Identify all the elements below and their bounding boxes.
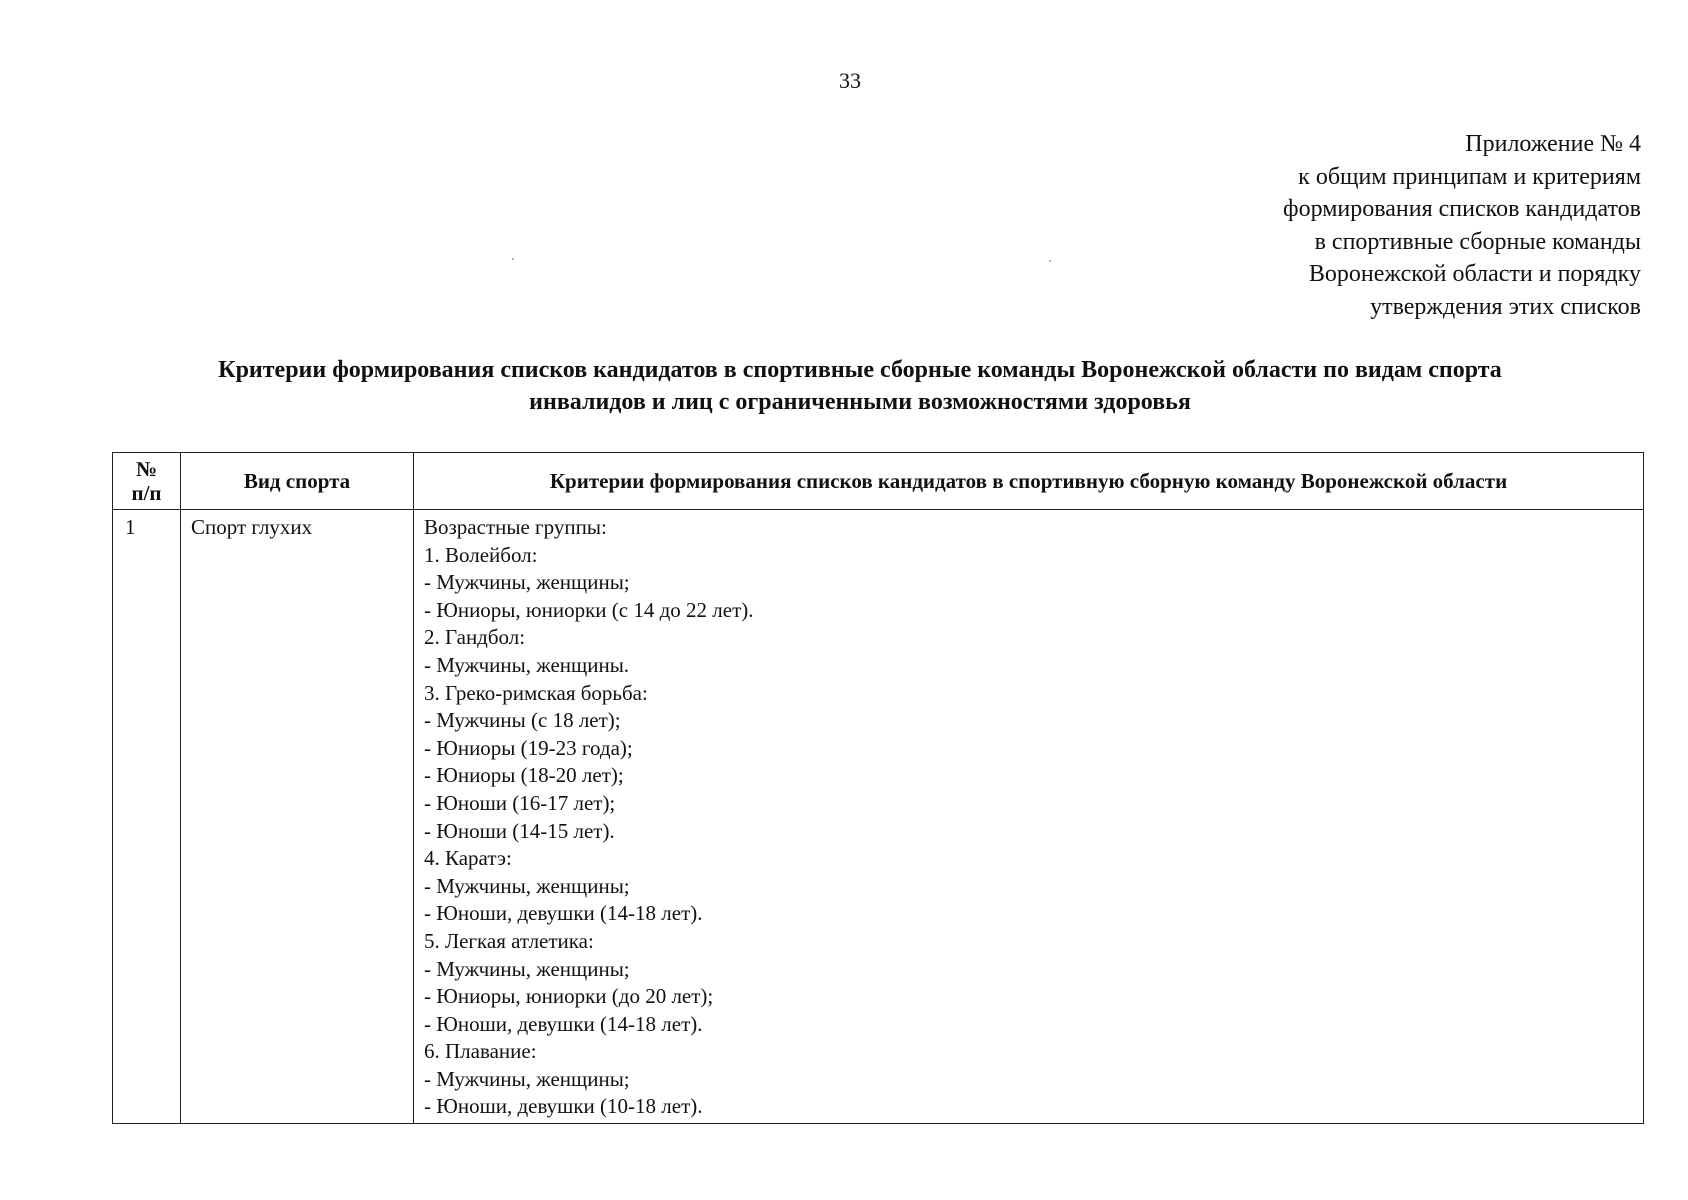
- document-title-line: инвалидов и лиц с ограниченными возможностями здоровья: [529, 389, 1191, 415]
- criteria-line: - Юниоры (19-23 года);: [424, 735, 633, 760]
- criteria-line: 2. Гандбол:: [424, 625, 526, 650]
- row-number: 1: [113, 510, 181, 1124]
- appendix-line: утверждения этих списков: [1370, 293, 1641, 320]
- header-number: № п/п: [113, 453, 181, 510]
- criteria-line: - Юноши (16-17 лет);: [424, 790, 616, 815]
- criteria-line: - Юноши (14-15 лет).: [424, 818, 615, 843]
- scan-speck: [512, 258, 514, 260]
- appendix-line: к общим принципам и критериям: [1298, 163, 1641, 190]
- criteria-table: [112, 452, 1644, 1124]
- header-criteria: Критерии формирования списков кандидатов в спортивную сборную команду Воронежской области: [414, 453, 1644, 510]
- criteria-line: - Мужчины, женщины;: [424, 570, 630, 595]
- criteria-line: 3. Греко-римская борьба:: [424, 680, 648, 705]
- row-criteria: [414, 510, 1644, 1124]
- criteria-line: - Юниоры, юниорки (до 20 лет);: [424, 984, 714, 1009]
- criteria-line: - Юниоры, юниорки (с 14 до 22 лет).: [424, 597, 754, 622]
- row-sport: Спорт глухих: [181, 510, 414, 1124]
- criteria-line: - Юноши, девушки (10-18 лет).: [424, 1094, 703, 1119]
- appendix-line: Приложение № 4: [1465, 131, 1641, 157]
- criteria-line: 5. Легкая атлетика:: [424, 928, 594, 953]
- appendix-line: формирования списков кандидатов: [1283, 196, 1641, 222]
- appendix-note: [1283, 128, 1641, 323]
- table-row: [113, 510, 1644, 1124]
- header-sport: Вид спорта: [181, 453, 414, 510]
- criteria-line: - Мужчины (с 18 лет);: [424, 708, 621, 733]
- criteria-line: 6. Плавание:: [424, 1039, 537, 1064]
- criteria-line: - Юноши, девушки (14-18 лет).: [424, 901, 703, 926]
- criteria-line: 4. Каратэ:: [424, 846, 512, 871]
- criteria-line: - Юноши, девушки (14-18 лет).: [424, 1011, 703, 1036]
- criteria-line: - Мужчины, женщины.: [424, 652, 630, 677]
- page-number: 33: [839, 68, 861, 93]
- document-title: [60, 354, 1660, 418]
- scan-speck: [1049, 260, 1051, 262]
- criteria-line: 1. Волейбол:: [424, 542, 538, 567]
- criteria-line: - Мужчины, женщины;: [424, 1066, 630, 1091]
- appendix-line: в спортивные сборные команды: [1314, 228, 1641, 255]
- criteria-list: [424, 514, 1633, 1121]
- table-header-row: [113, 453, 1644, 510]
- criteria-line: - Мужчины, женщины;: [424, 873, 630, 898]
- appendix-line: Воронежской области и порядку: [1308, 261, 1641, 287]
- criteria-line: - Юниоры (18-20 лет);: [424, 763, 624, 788]
- criteria-line: Возрастные группы:: [424, 515, 607, 539]
- document-title-line: Критерии формирования списков кандидатов в спортивные сборные команды Воронежской области по видам спорта: [218, 357, 1502, 383]
- criteria-line: - Мужчины, женщины;: [424, 956, 630, 981]
